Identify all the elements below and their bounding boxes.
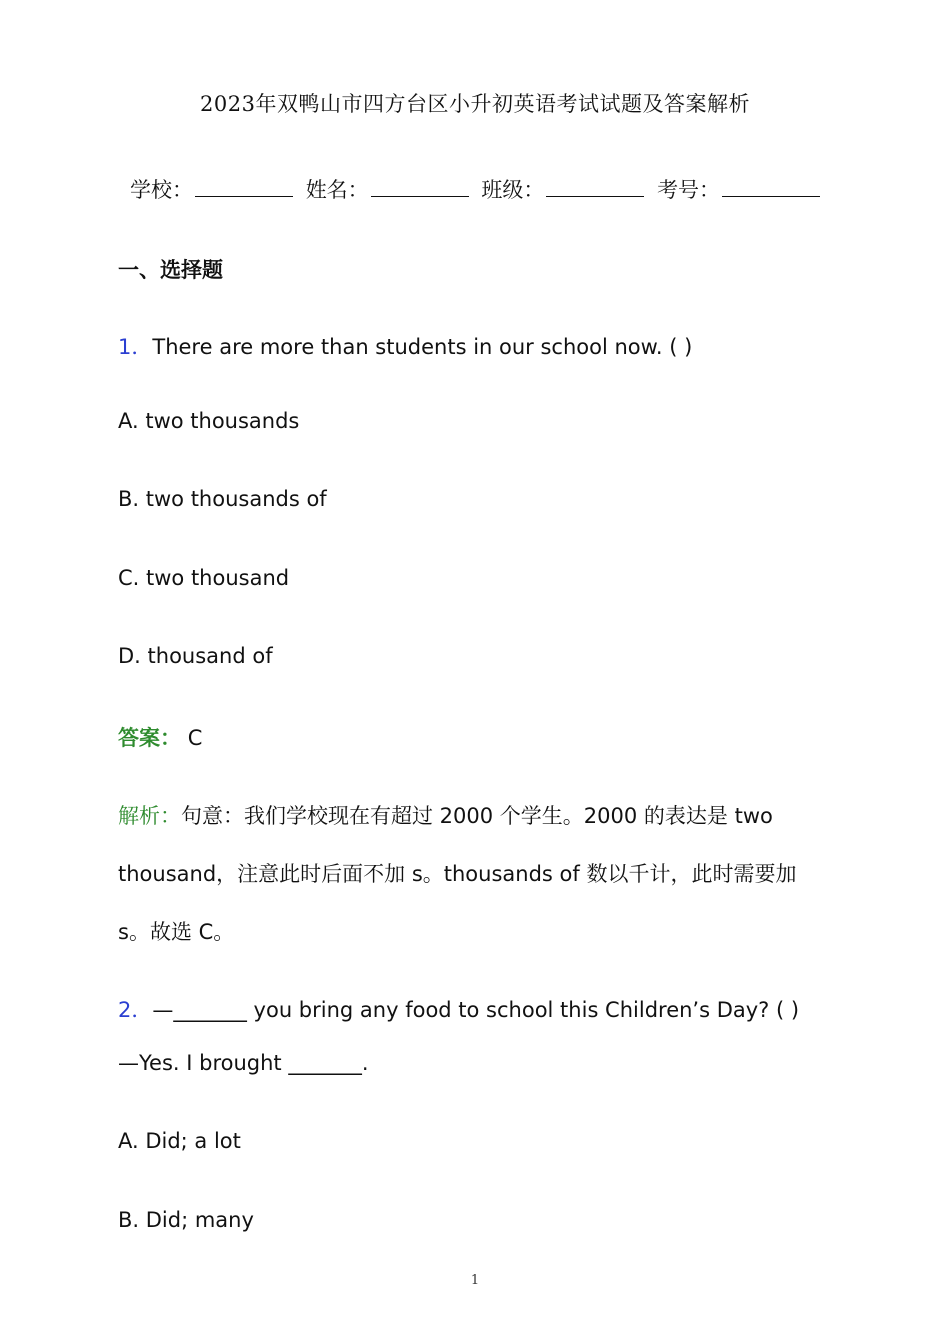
document-title: 2023年双鸭山市四方台区小升初英语考试试题及答案解析 bbox=[200, 92, 750, 116]
name-blank[interactable] bbox=[371, 178, 469, 197]
exam-number-label: 考号： bbox=[657, 178, 721, 202]
question-1-stem-line bbox=[118, 331, 692, 361]
analysis-line-2: thousand，注意此时后面不加 s。thousands of 数以千计，此时需要加 bbox=[118, 862, 797, 886]
question-number: 2． bbox=[118, 998, 153, 1022]
school-blank[interactable] bbox=[195, 178, 293, 197]
answer-label: 答案： bbox=[118, 726, 181, 750]
page-number: 1 bbox=[470, 1273, 480, 1288]
school-label: 学校： bbox=[130, 178, 193, 202]
class-blank[interactable] bbox=[546, 178, 644, 197]
answer-value: C bbox=[187, 726, 203, 750]
student-info-row bbox=[130, 174, 826, 204]
option-a: A. two thousands bbox=[118, 409, 300, 433]
question-stem: —_______ you bring any food to school this Children’s Day? ( ) bbox=[152, 998, 800, 1022]
analysis-line-1 bbox=[118, 800, 773, 830]
analysis-text: 句意：我们学校现在有超过 2000 个学生。2000 的表达是 two bbox=[181, 804, 773, 828]
exam-number-blank[interactable] bbox=[722, 178, 820, 197]
analysis-line-3: s。故选 C。 bbox=[118, 920, 235, 944]
option-c: C. two thousand bbox=[118, 566, 290, 590]
question-number: 1． bbox=[118, 335, 153, 359]
answer-line bbox=[118, 722, 202, 752]
question-stem: There are more than students in our school now. ( ) bbox=[152, 335, 693, 359]
option-a: A. Did; a lot bbox=[118, 1129, 241, 1153]
question-2-stem-line bbox=[118, 994, 799, 1024]
option-b: B. Did; many bbox=[118, 1208, 254, 1232]
class-label: 班级： bbox=[481, 178, 545, 202]
name-label: 姓名： bbox=[305, 178, 369, 202]
analysis-label: 解析： bbox=[118, 804, 181, 828]
option-d: D. thousand of bbox=[118, 644, 273, 668]
section-title: 一、选择题 bbox=[118, 258, 223, 282]
question-2-stem-line-2: —Yes. I brought _______. bbox=[118, 1051, 369, 1075]
option-b: B. two thousands of bbox=[118, 487, 327, 511]
